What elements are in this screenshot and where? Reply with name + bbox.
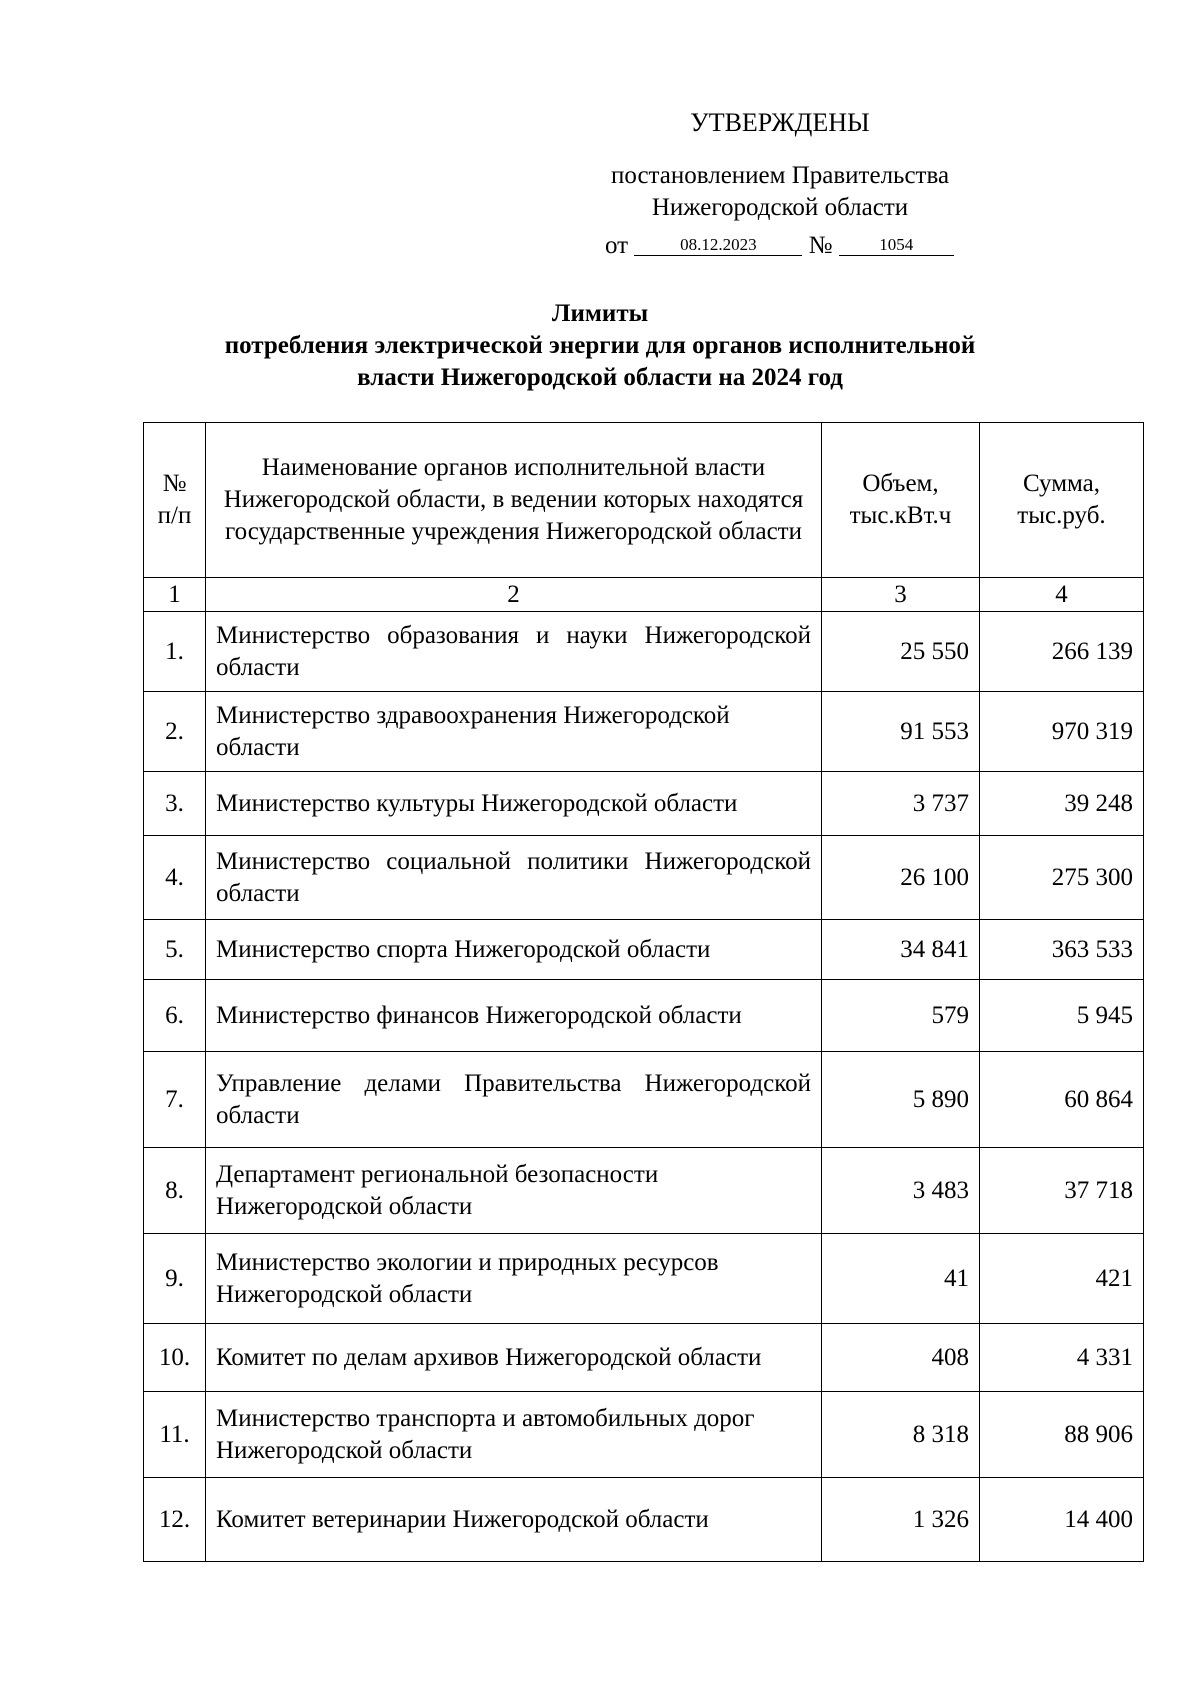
row-sum: 60 864 xyxy=(980,1052,1144,1148)
row-volume: 1 326 xyxy=(822,1478,980,1562)
row-number: 3. xyxy=(144,772,206,836)
row-volume: 41 xyxy=(822,1234,980,1324)
table-row xyxy=(144,980,1144,1052)
row-number: 4. xyxy=(144,836,206,920)
table-row xyxy=(144,692,1144,772)
row-sum: 4 331 xyxy=(980,1324,1144,1392)
row-sum: 88 906 xyxy=(980,1392,1144,1478)
row-sum: 275 300 xyxy=(980,836,1144,920)
column-number-row xyxy=(144,578,1144,612)
row-number: 9. xyxy=(144,1234,206,1324)
header-num: № п/п xyxy=(144,423,206,578)
row-organization-name: Комитет ветеринарии Нижегородской области xyxy=(206,1478,822,1562)
number-sign: № xyxy=(808,232,833,259)
row-sum: 5 945 xyxy=(980,980,1144,1052)
row-volume: 34 841 xyxy=(822,920,980,980)
header-name: Наименование органов исполнительной власти Нижегородской области, в ведении которых находятся государственные учреждения Нижегородской области xyxy=(206,423,822,578)
row-organization-name: Министерство культуры Нижегородской области xyxy=(206,772,822,836)
approval-line-2: Нижегородской области xyxy=(651,194,909,221)
row-volume: 5 890 xyxy=(822,1052,980,1148)
approval-line-1: постановлением Правительства xyxy=(610,162,950,189)
row-sum: 14 400 xyxy=(980,1478,1144,1562)
row-sum: 39 248 xyxy=(980,772,1144,836)
column-number: 1 xyxy=(144,578,206,612)
row-sum: 421 xyxy=(980,1234,1144,1324)
table-row xyxy=(144,1052,1144,1148)
row-sum: 266 139 xyxy=(980,612,1144,692)
table-row xyxy=(144,612,1144,692)
limits-table xyxy=(143,422,1144,1562)
row-organization-name: Управление делами Правительства Нижегородской области xyxy=(206,1052,822,1148)
approval-date-line xyxy=(605,232,954,260)
row-number: 12. xyxy=(144,1478,206,1562)
table-row xyxy=(144,1478,1144,1562)
row-organization-name: Министерство финансов Нижегородской области xyxy=(206,980,822,1052)
row-number: 6. xyxy=(144,980,206,1052)
approval-block xyxy=(560,108,1000,224)
header-sum: Сумма, тыс.руб. xyxy=(980,423,1144,578)
row-volume: 3 483 xyxy=(822,1148,980,1234)
column-number: 3 xyxy=(822,578,980,612)
row-organization-name: Министерство социальной политики Нижегородской области xyxy=(206,836,822,920)
title-line-3: власти Нижегородской области на 2024 год xyxy=(357,364,843,391)
row-organization-name: Министерство спорта Нижегородской области xyxy=(206,920,822,980)
table-row xyxy=(144,772,1144,836)
table-row xyxy=(144,1392,1144,1478)
document-title xyxy=(150,298,1050,394)
row-sum: 363 533 xyxy=(980,920,1144,980)
header-row xyxy=(144,423,1144,578)
row-number: 11. xyxy=(144,1392,206,1478)
row-organization-name: Министерство экологии и природных ресурсов Нижегородской области xyxy=(206,1234,822,1324)
row-sum: 37 718 xyxy=(980,1148,1144,1234)
approval-date: 08.12.2023 xyxy=(634,235,802,256)
row-sum: 970 319 xyxy=(980,692,1144,772)
header-volume: Объем, тыс.кВт.ч xyxy=(822,423,980,578)
row-organization-name: Комитет по делам архивов Нижегородской области xyxy=(206,1324,822,1392)
approval-title: УТВЕРЖДЕНЫ xyxy=(690,108,870,137)
table-row xyxy=(144,1234,1144,1324)
row-volume: 8 318 xyxy=(822,1392,980,1478)
title-line-2: потребления электрической энергии для органов исполнительной xyxy=(224,332,976,359)
row-volume: 91 553 xyxy=(822,692,980,772)
table-row xyxy=(144,1148,1144,1234)
table-row xyxy=(144,1324,1144,1392)
row-number: 8. xyxy=(144,1148,206,1234)
row-volume: 3 737 xyxy=(822,772,980,836)
column-number: 4 xyxy=(980,578,1144,612)
column-number: 2 xyxy=(206,578,822,612)
approval-number: 1054 xyxy=(839,235,954,256)
table-row xyxy=(144,836,1144,920)
row-organization-name: Министерство транспорта и автомобильных дорог Нижегородской области xyxy=(206,1392,822,1478)
row-volume: 579 xyxy=(822,980,980,1052)
row-organization-name: Департамент региональной безопасности Нижегородской области xyxy=(206,1148,822,1234)
row-volume: 25 550 xyxy=(822,612,980,692)
row-number: 10. xyxy=(144,1324,206,1392)
title-line-1: Лимиты xyxy=(551,300,649,327)
row-number: 2. xyxy=(144,692,206,772)
row-number: 5. xyxy=(144,920,206,980)
row-organization-name: Министерство образования и науки Нижегородской области xyxy=(206,612,822,692)
row-number: 7. xyxy=(144,1052,206,1148)
table-row xyxy=(144,920,1144,980)
row-organization-name: Министерство здравоохранения Нижегородской области xyxy=(206,692,822,772)
row-volume: 26 100 xyxy=(822,836,980,920)
row-number: 1. xyxy=(144,612,206,692)
row-volume: 408 xyxy=(822,1324,980,1392)
date-prefix: от xyxy=(605,232,629,259)
